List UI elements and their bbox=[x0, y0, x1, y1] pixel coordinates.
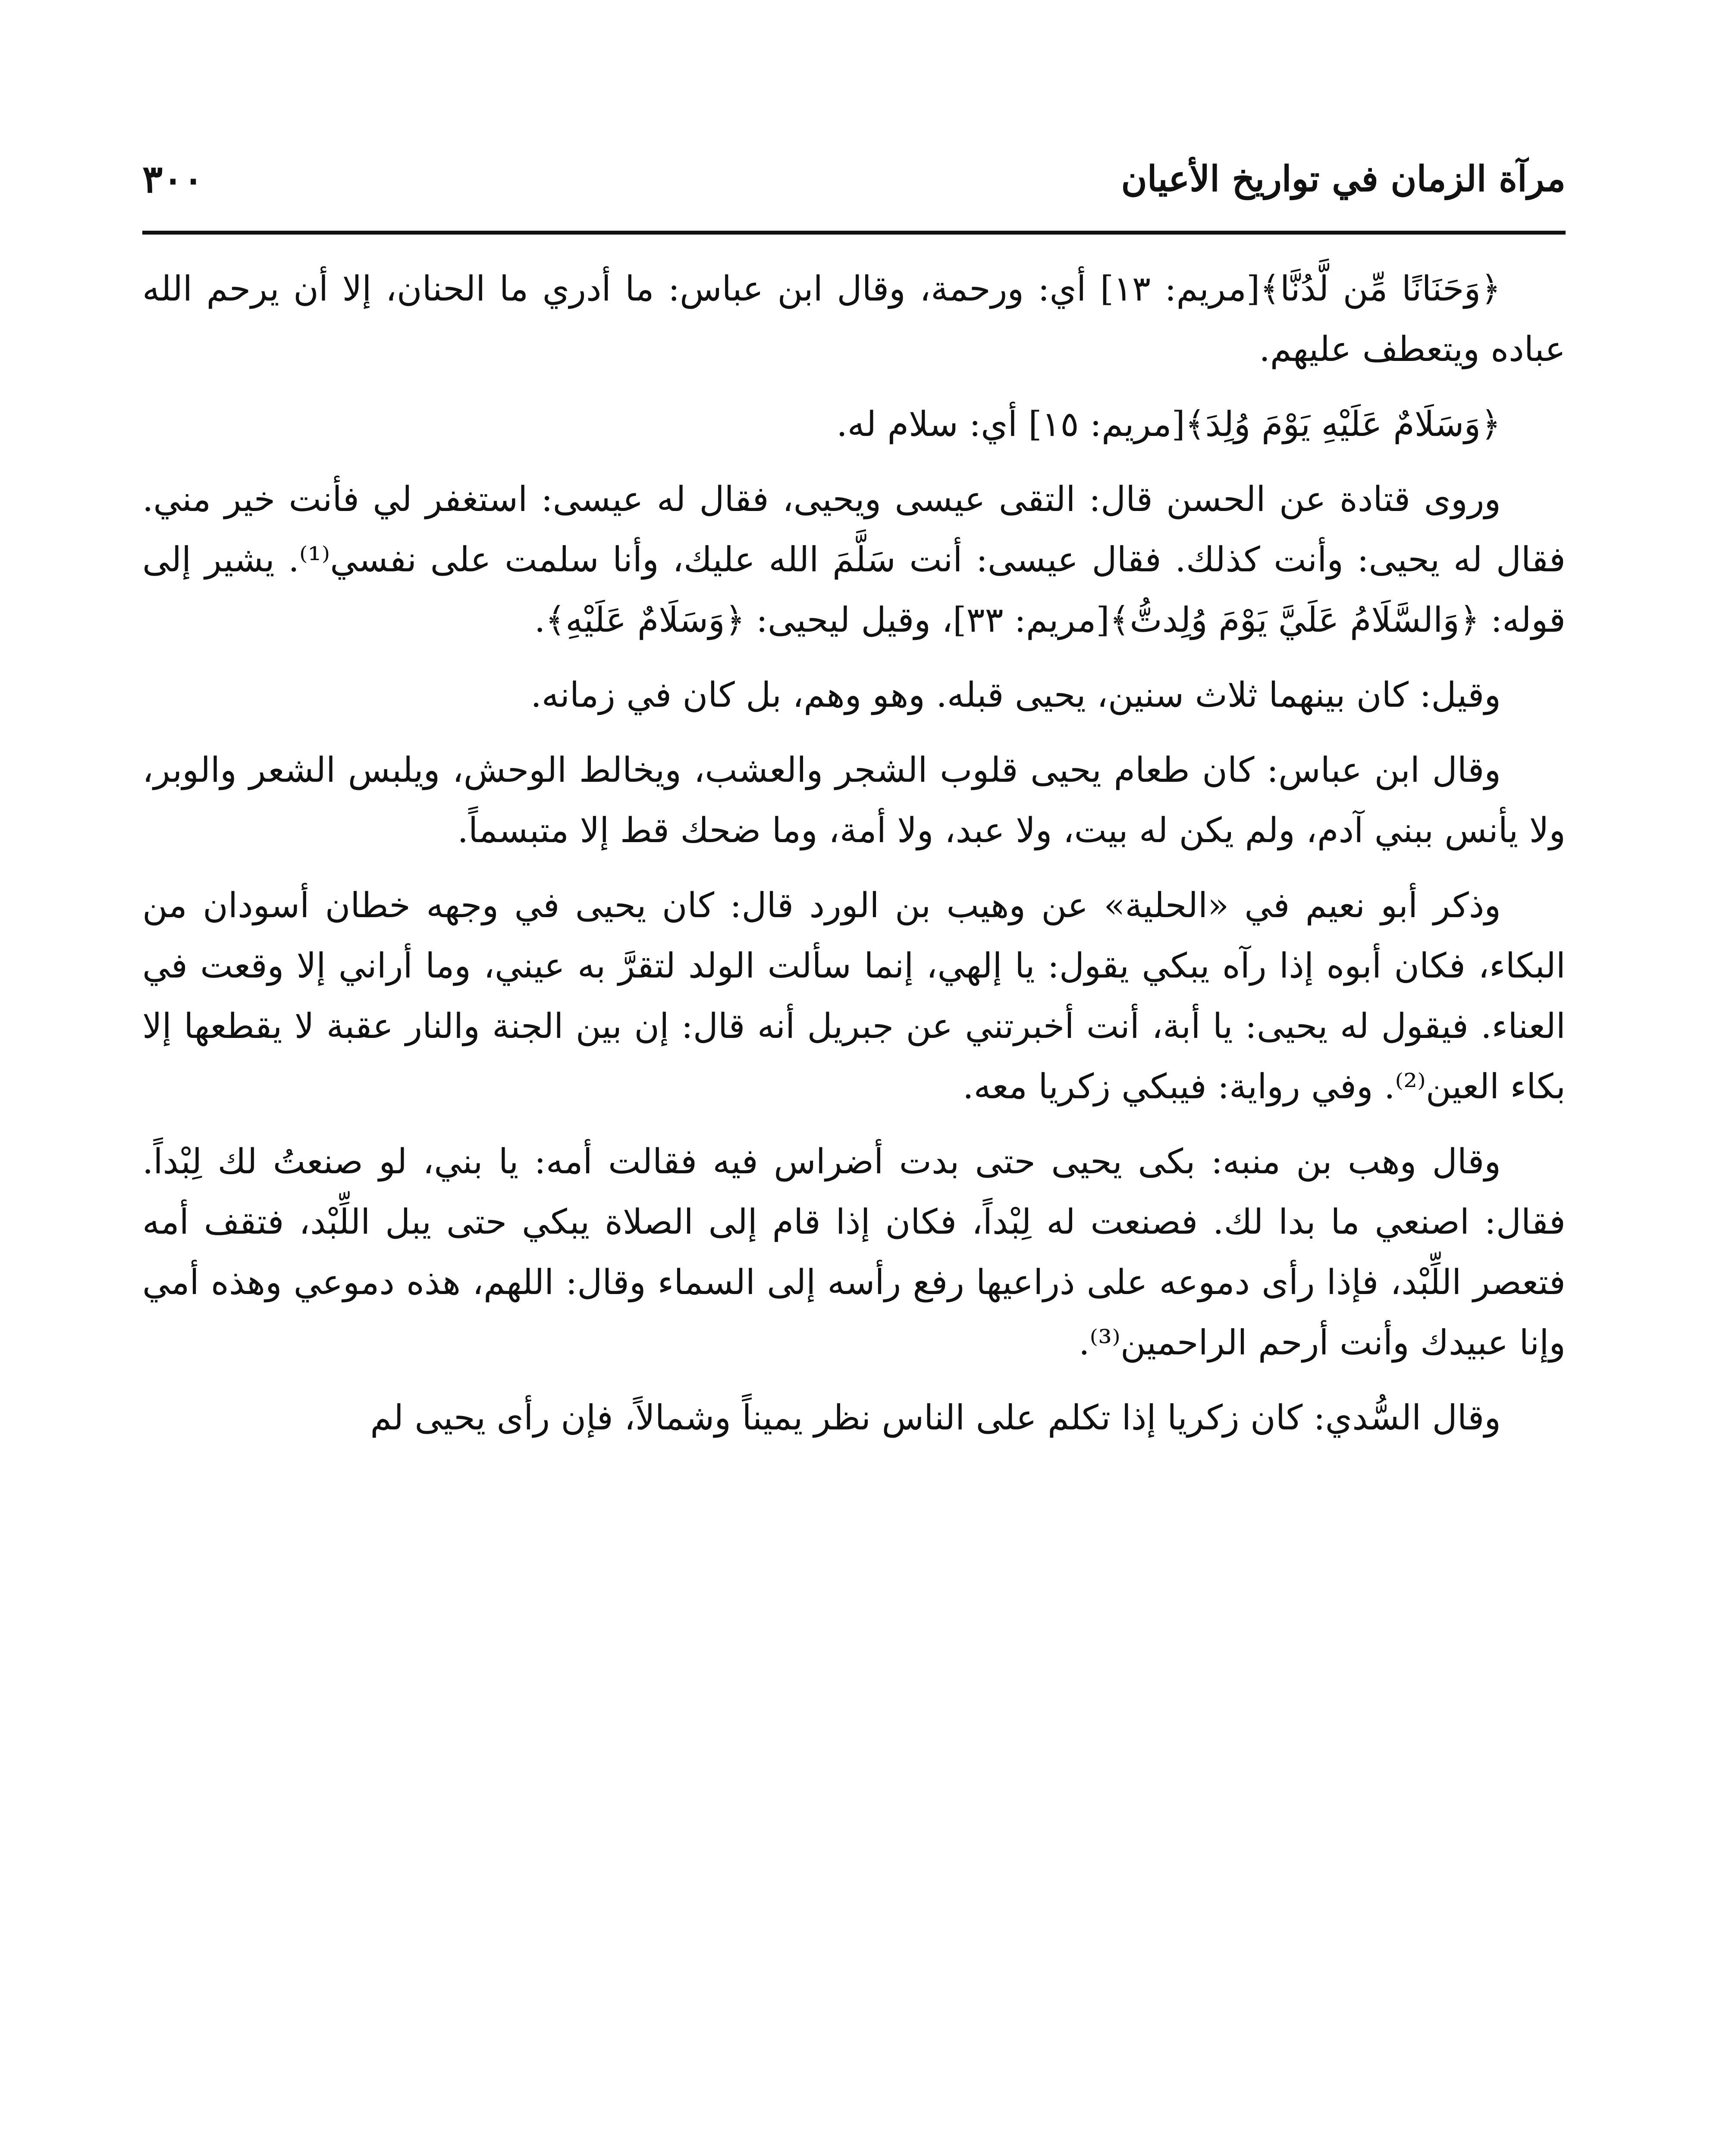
main-text bbox=[142, 259, 1566, 1463]
book-page bbox=[142, 129, 1566, 2156]
header-rule bbox=[142, 231, 1566, 235]
paragraph-salamun: ﴿وَسَلَامٌ عَلَيْهِ يَوْمَ وُلِدَ﴾[مريم: ١٥] أي: سلام له. bbox=[836, 404, 1501, 444]
paragraph-hananan: ﴿وَحَنَانًا مِّن لَّدُنَّا﴾[مريم: ١٣] أي: ورحمة، وقال ابن عباس: ما أدري ما الحنان، إلا أن يرحم الله عباده ويتعطف عليهم. bbox=[142, 269, 1566, 369]
paragraph-three-years: وقيل: كان بينهما ثلاث سنين، يحيى قبله. وهو وهم، بل كان في زمانه. bbox=[530, 675, 1501, 715]
paragraph-abu-nuaym: وذكر أبو نعيم في «الحلية» عن وهيب بن الورد قال: كان يحيى في وجهه خطان أسودان من البكاء، فكان أبوه إذا رآه يبكي يقول: يا إلهي، إنما سألت الولد لتقرَّ به عيني، وما أراني إلا وقعت في العناء. فيقول له يحيى: يا أبة، أنت أخبرتني عن جبريل أنه قال: إن بين الجنة والنار عقبة لا يقطعها إلا بكاء العين⁽²⁾. وفي رواية: فيبكي زكريا معه. bbox=[142, 885, 1566, 1106]
paragraph-wahb: وقال وهب بن منبه: بكى يحيى حتى بدت أضراس فيه فقالت أمه: يا بني، لو صنعتُ لك لِبْداً. فقال: اصنعي ما بدا لك. فصنعت له لِبْداً، فكان إذا قام إلى الصلاة يبكي حتى يبل اللِّبْد، فتقف أمه فتعصر اللِّبْد، فإذا رأى دموعه على ذراعيها رفع رأسه إلى السماء وقال: اللهم، هذه دموعي وهذه أمي وإنا عبيدك وأنت أرحم الراحمين⁽³⁾. bbox=[142, 1141, 1566, 1363]
running-header bbox=[142, 129, 1566, 229]
page-number: ٣٠٠ bbox=[142, 157, 204, 201]
paragraph-qatada: وروى قتادة عن الحسن قال: التقى عيسى ويحيى، فقال له عيسى: استغفر لي فأنت خير مني. فقال له يحيى: وأنت كذلك. فقال عيسى: أنت سَلَّمَ الله عليك، وأنا سلمت على نفسي⁽¹⁾. يشير إلى قوله: ﴿وَالسَّلَامُ عَلَيَّ يَوْمَ وُلِدتُّ﴾[مريم: ٣٣]، وقيل ليحيى: ﴿وَسَلَامٌ عَلَيْهِ﴾. bbox=[142, 479, 1566, 640]
paragraph-suddi: وقال السُّدي: كان زكريا إذا تكلم على الناس نظر يميناً وشمالاً، فإن رأى يحيى لم bbox=[370, 1398, 1501, 1438]
paragraph-ibn-abbas: وقال ابن عباس: كان طعام يحيى قلوب الشجر والعشب، ويخالط الوحش، ويلبس الشعر والوبر، ولا يأنس ببني آدم، ولم يكن له بيت، ولا عبد، ولا أمة، وما ضحك قط إلا متبسماً. bbox=[142, 750, 1566, 850]
book-title: مرآة الزمان في تواريخ الأعيان bbox=[1121, 158, 1566, 200]
